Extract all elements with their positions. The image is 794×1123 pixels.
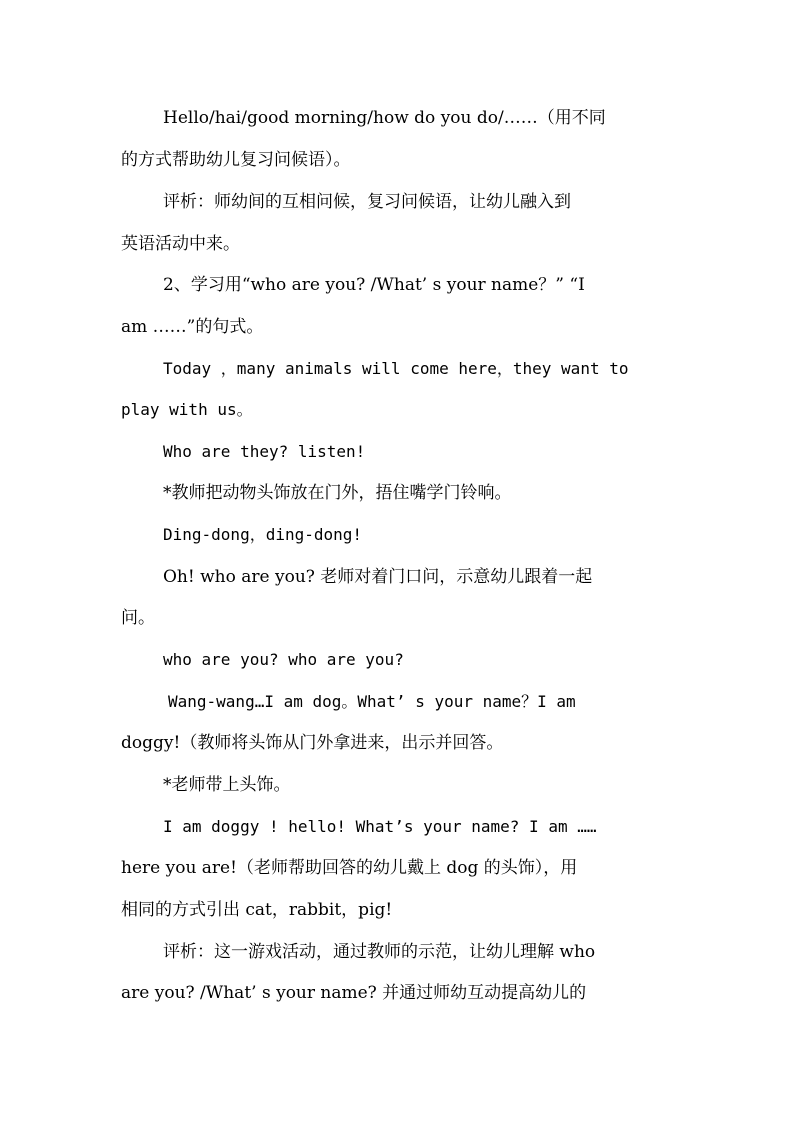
text-line-9: Who are they? listen! <box>163 442 366 461</box>
text-line-6: am ……”的句式。 <box>121 317 264 337</box>
text-line-13: 问。 <box>121 608 155 628</box>
text-line-7: Today ，many animals will come here，they want to <box>163 359 629 378</box>
text-line-22: are you? /What’ s your name? 并通过师幼互动提高幼儿的 <box>121 983 587 1003</box>
text-line-17: *老师带上头饰。 <box>163 775 291 795</box>
text-line-12: Oh! who are you? 老师对着门口问，示意幼儿跟着一起 <box>163 567 593 587</box>
text-line-19: here you are!（老师帮助回答的幼儿戴上 dog 的头饰），用 <box>121 858 578 878</box>
text-line-1: Hello/hai/good morning/how do you do/……（用不同 <box>163 108 606 128</box>
text-line-3: 评析：师幼间的互相问候，复习问候语，让幼儿融入到 <box>163 192 571 212</box>
text-line-15: Wang-wang…I am dog。What’ s your name？I am <box>168 692 576 711</box>
text-line-4: 英语活动中来。 <box>121 234 240 254</box>
text-line-16: doggy!（教师将头饰从门外拿进来，出示并回答。 <box>121 733 504 753</box>
text-line-8: play with us。 <box>121 400 253 419</box>
text-line-11: Ding-dong，ding-dong! <box>163 525 363 544</box>
text-line-5: 2、学习用“who are you? /What’ s your name？” “I <box>163 275 585 295</box>
text-line-18: I am doggy ! hello! What’s your name? I am …… <box>163 817 597 836</box>
text-line-10: *教师把动物头饰放在门外，捂住嘴学门铃响。 <box>163 483 512 503</box>
text-line-2: 的方式帮助幼儿复习问候语）。 <box>121 150 351 170</box>
text-line-14: who are you? who are you? <box>163 650 404 669</box>
text-line-21: 评析：这一游戏活动，通过教师的示范，让幼儿理解 who <box>163 942 596 962</box>
text-line-20: 相同的方式引出 cat，rabbit，pig! <box>121 900 393 920</box>
